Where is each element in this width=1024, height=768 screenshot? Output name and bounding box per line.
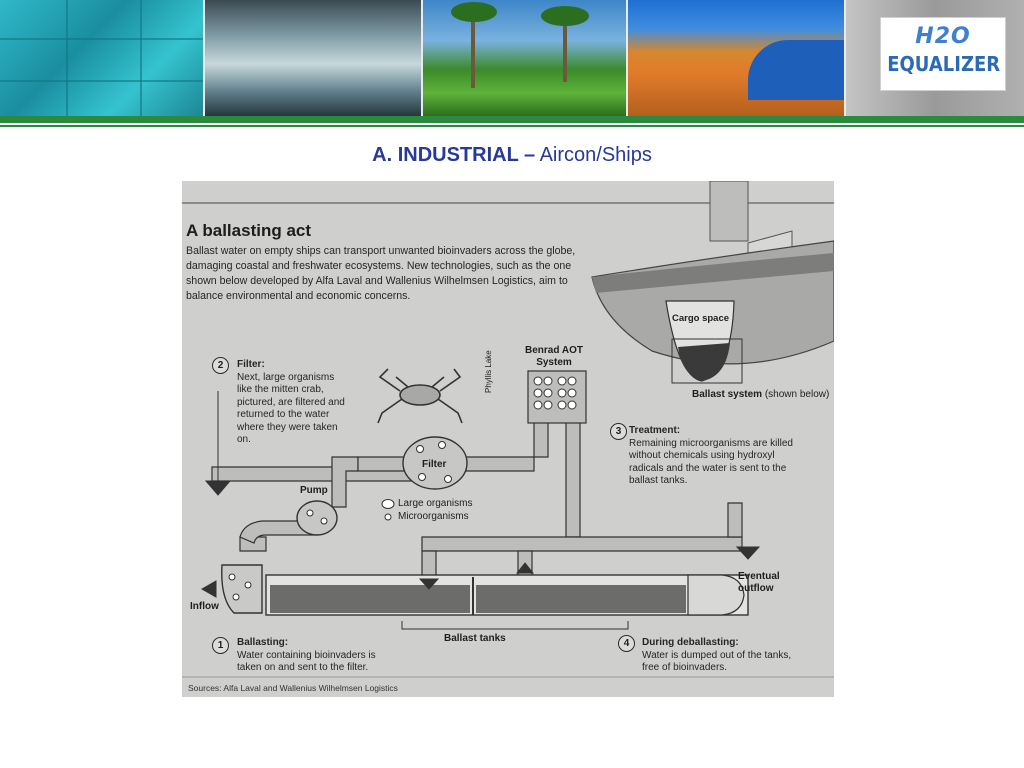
inflow-label: Inflow [190, 601, 219, 612]
figure-intro: Ballast water on empty ships can transport unwanted bioinvaders across the globe, damaging coastal and freshwater ecosystems. New technologies, such as the one shown below developed by Alfa Laval and Wallenius Wilhelmsen Logistics, aim to balance environmental and economic concerns. [186, 245, 576, 302]
ship-illustration [592, 181, 834, 383]
step-1-ballasting [237, 637, 397, 675]
logo-line2: EQUALIZER [887, 52, 1001, 76]
ballast-system-caption [692, 389, 829, 400]
slide-title-rest: Aircon/Ships [539, 144, 652, 166]
figure-sources: Sources: Alfa Laval and Wallenius Wilhelmsen Logistics [188, 683, 398, 693]
ballast-system-shape [678, 343, 730, 381]
header-thin-rule [0, 125, 1024, 127]
inflow-chamber [222, 565, 262, 613]
ballast-tanks-group [266, 575, 748, 615]
step-3-number: 3 [610, 423, 627, 440]
step-2-heading: Filter: [237, 359, 265, 370]
tanks-bracket [402, 621, 628, 629]
slide-title [0, 144, 1024, 167]
ballast-system-label: Ballast system [692, 389, 763, 400]
outflow-arrow [737, 547, 759, 559]
step-4-deballasting [642, 637, 792, 675]
step-3-heading: Treatment: [629, 425, 681, 436]
treatment-pipe [566, 411, 580, 537]
step-3-treatment [629, 425, 797, 488]
header-green-rule [0, 116, 1024, 123]
legend-large-organisms: Large organisms [398, 498, 473, 509]
shown-below-label: (shown below) [764, 389, 830, 400]
slide-title-bold: A. INDUSTRIAL – [372, 144, 536, 166]
step-2-number: 2 [212, 357, 229, 374]
header-banner [0, 0, 1024, 116]
step-3-text: Remaining microorganisms are killed without chemicals using hydroxyl radicals and the water is sent to the ballast tanks. [629, 437, 793, 486]
outflow-label: Eventual outflow [738, 571, 780, 594]
palm-lawn-photo [423, 0, 626, 116]
pool-water-photo [0, 0, 203, 116]
benrad-label: Benrad AOT System [525, 345, 583, 368]
pump-label: Pump [300, 485, 328, 496]
ballast-tanks-label: Ballast tanks [444, 633, 506, 644]
step-1-text: Water containing bioinvaders is taken on and sent to the filter. [237, 649, 376, 673]
waterfall-photo [205, 0, 421, 116]
step-2-text: Next, large organisms like the mitten crab, pictured, are filtered and returned to the water where they were taken on. [237, 371, 345, 445]
step-4-number: 4 [618, 635, 635, 652]
marsh-lake-photo [628, 0, 844, 116]
h2o-equalizer-logo [880, 17, 1006, 91]
benrad-aot-unit [528, 371, 586, 423]
legend-microorganisms: Microorganisms [398, 511, 469, 522]
step-4-heading: During deballasting: [642, 637, 739, 648]
step-1-number: 1 [212, 637, 229, 654]
distribution-pipe [422, 537, 742, 551]
ballast-diagram [182, 181, 834, 697]
filter-label: Filter [422, 459, 447, 470]
figure-title: A ballasting act [186, 221, 312, 240]
step-2-filter [237, 359, 347, 447]
legend-micro-swatch [385, 514, 391, 520]
logo-line1: H2O [915, 24, 971, 49]
cargo-space-label: Cargo space [672, 313, 730, 324]
photo-credit: Phyllis Lake [484, 350, 493, 393]
mitten-crab-illustration [378, 369, 462, 423]
step-4-text: Water is dumped out of the tanks, free of bioinvaders. [642, 649, 792, 673]
pump-unit [297, 501, 337, 535]
inflow-arrow [202, 581, 216, 597]
legend-large-swatch [382, 500, 394, 509]
step-1-heading: Ballasting: [237, 637, 289, 648]
return-arrow [206, 481, 230, 495]
